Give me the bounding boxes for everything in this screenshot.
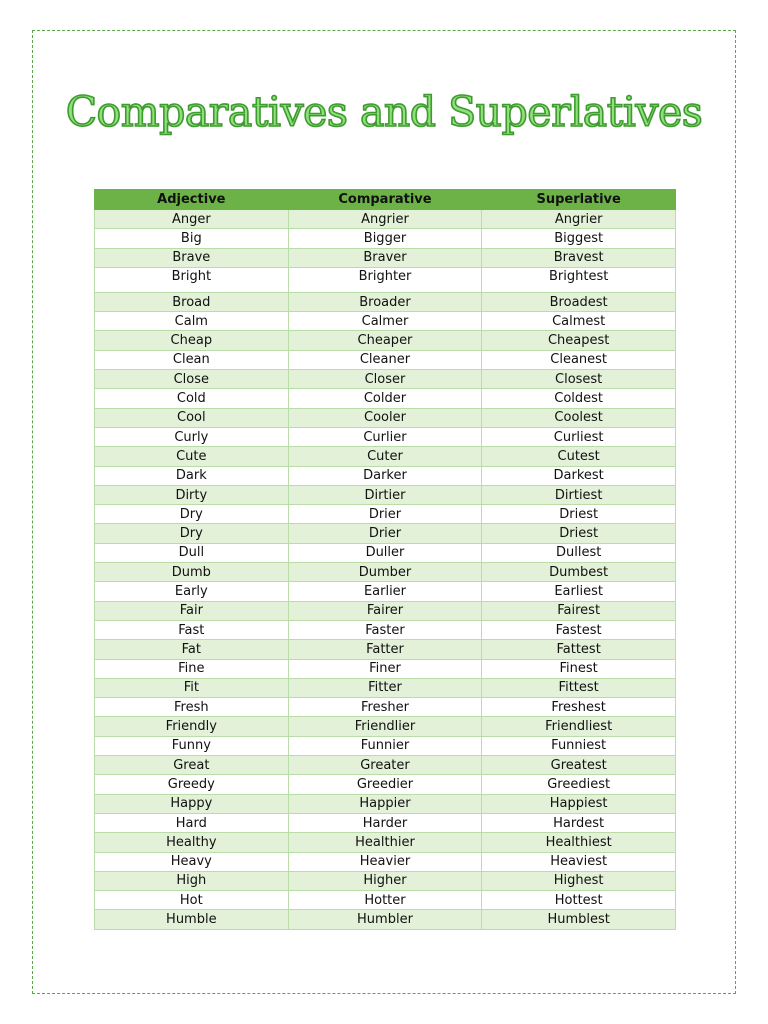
table-row: [95, 427, 676, 446]
table-row: [95, 659, 676, 678]
superlative-cell: Coolest: [482, 408, 676, 427]
adjective-cell: Cold: [95, 389, 289, 408]
superlative-cell: Dullest: [482, 543, 676, 562]
adjective-cell: Great: [95, 756, 289, 775]
page-title: Comparatives and Superlatives: [65, 88, 703, 136]
comparative-cell: Fresher: [288, 698, 482, 717]
superlative-cell: Angrier: [482, 210, 676, 229]
table-row: [95, 350, 676, 369]
table-row: [95, 331, 676, 350]
table-row: [95, 871, 676, 890]
comparative-cell: Colder: [288, 389, 482, 408]
comparative-cell: Harder: [288, 813, 482, 832]
comparative-cell: Cleaner: [288, 350, 482, 369]
comparative-cell: Finer: [288, 659, 482, 678]
adjective-cell: Early: [95, 582, 289, 601]
adjective-cell: Humble: [95, 910, 289, 929]
adjective-cell: Bright: [95, 267, 289, 292]
comparative-cell: Happier: [288, 794, 482, 813]
table-row: [95, 370, 676, 389]
adjective-cell: Funny: [95, 736, 289, 755]
adjective-cell: Healthy: [95, 833, 289, 852]
table-row: [95, 408, 676, 427]
table-row: [95, 775, 676, 794]
table-row: [95, 852, 676, 871]
adjective-cell: Anger: [95, 210, 289, 229]
superlative-cell: Healthiest: [482, 833, 676, 852]
comparative-cell: Dumber: [288, 563, 482, 582]
table-row: [95, 910, 676, 929]
table-row: [95, 447, 676, 466]
table-row: [95, 248, 676, 267]
superlative-cell: Driest: [482, 524, 676, 543]
table-row: [95, 833, 676, 852]
table-row: [95, 601, 676, 620]
superlative-cell: Finest: [482, 659, 676, 678]
superlative-cell: Bravest: [482, 248, 676, 267]
adjective-cell: Cheap: [95, 331, 289, 350]
adjective-cell: Clean: [95, 350, 289, 369]
comparative-cell: Funnier: [288, 736, 482, 755]
table-row: [95, 292, 676, 311]
comparative-cell: Cheaper: [288, 331, 482, 350]
superlative-cell: Highest: [482, 871, 676, 890]
header-comparative: Comparative: [288, 190, 482, 210]
header-superlative: Superlative: [482, 190, 676, 210]
table-header-row: [95, 190, 676, 210]
superlative-cell: Calmest: [482, 312, 676, 331]
comparative-cell: Curlier: [288, 427, 482, 446]
comparative-cell: Earlier: [288, 582, 482, 601]
table-row: [95, 582, 676, 601]
table-row: [95, 389, 676, 408]
adjective-cell: Close: [95, 370, 289, 389]
comparative-cell: Drier: [288, 505, 482, 524]
adjective-cell: Dumb: [95, 563, 289, 582]
superlative-cell: Fastest: [482, 620, 676, 639]
adjective-cell: Heavy: [95, 852, 289, 871]
superlative-cell: Driest: [482, 505, 676, 524]
superlative-cell: Fittest: [482, 678, 676, 697]
superlative-cell: Cutest: [482, 447, 676, 466]
comparative-cell: Friendlier: [288, 717, 482, 736]
comparative-cell: Angrier: [288, 210, 482, 229]
table-row: [95, 267, 676, 292]
adjective-cell: Greedy: [95, 775, 289, 794]
adjective-cell: Curly: [95, 427, 289, 446]
superlative-cell: Earliest: [482, 582, 676, 601]
comparative-cell: Hotter: [288, 891, 482, 910]
adjective-cell: Cute: [95, 447, 289, 466]
adjective-cell: Fresh: [95, 698, 289, 717]
comparative-cell: Braver: [288, 248, 482, 267]
comparative-cell: Duller: [288, 543, 482, 562]
table-row: [95, 794, 676, 813]
adjective-cell: High: [95, 871, 289, 890]
adjective-cell: Broad: [95, 292, 289, 311]
superlative-cell: Greatest: [482, 756, 676, 775]
table-row: [95, 524, 676, 543]
superlative-cell: Funniest: [482, 736, 676, 755]
table-row: [95, 698, 676, 717]
comparative-cell: Drier: [288, 524, 482, 543]
adjective-cell: Dirty: [95, 485, 289, 504]
table-row: [95, 505, 676, 524]
superlative-cell: Cheapest: [482, 331, 676, 350]
superlative-cell: Freshest: [482, 698, 676, 717]
adjective-cell: Fast: [95, 620, 289, 639]
comparative-cell: Calmer: [288, 312, 482, 331]
comparative-cell: Broader: [288, 292, 482, 311]
table-body: [95, 210, 676, 930]
adjective-cell: Fine: [95, 659, 289, 678]
superlative-cell: Darkest: [482, 466, 676, 485]
table-row: [95, 640, 676, 659]
table-row: [95, 466, 676, 485]
table-row: [95, 620, 676, 639]
comparative-cell: Fatter: [288, 640, 482, 659]
superlative-cell: Greediest: [482, 775, 676, 794]
word-table: [94, 189, 676, 930]
comparative-cell: Greedier: [288, 775, 482, 794]
comparative-cell: Fairer: [288, 601, 482, 620]
table-row: [95, 563, 676, 582]
table-row: [95, 736, 676, 755]
adjective-cell: Friendly: [95, 717, 289, 736]
superlative-cell: Hardest: [482, 813, 676, 832]
superlative-cell: Biggest: [482, 229, 676, 248]
superlative-cell: Broadest: [482, 292, 676, 311]
superlative-cell: Dirtiest: [482, 485, 676, 504]
superlative-cell: Curliest: [482, 427, 676, 446]
table-row: [95, 891, 676, 910]
comparative-cell: Brighter: [288, 267, 482, 292]
adjective-cell: Brave: [95, 248, 289, 267]
adjective-cell: Dry: [95, 524, 289, 543]
superlative-cell: Closest: [482, 370, 676, 389]
adjective-cell: Big: [95, 229, 289, 248]
adjective-cell: Happy: [95, 794, 289, 813]
table-row: [95, 717, 676, 736]
superlative-cell: Brightest: [482, 267, 676, 292]
superlative-cell: Humblest: [482, 910, 676, 929]
superlative-cell: Heaviest: [482, 852, 676, 871]
comparative-cell: Cooler: [288, 408, 482, 427]
adjective-cell: Dark: [95, 466, 289, 485]
table-row: [95, 678, 676, 697]
comparative-cell: Fitter: [288, 678, 482, 697]
table-row: [95, 312, 676, 331]
comparative-cell: Heavier: [288, 852, 482, 871]
table-row: [95, 210, 676, 229]
table-row: [95, 813, 676, 832]
adjective-cell: Hard: [95, 813, 289, 832]
superlative-cell: Fairest: [482, 601, 676, 620]
table-row: [95, 543, 676, 562]
comparative-cell: Dirtier: [288, 485, 482, 504]
adjective-cell: Calm: [95, 312, 289, 331]
header-adjective: Adjective: [95, 190, 289, 210]
superlative-cell: Cleanest: [482, 350, 676, 369]
comparative-cell: Healthier: [288, 833, 482, 852]
table-row: [95, 756, 676, 775]
superlative-cell: Fattest: [482, 640, 676, 659]
comparative-cell: Higher: [288, 871, 482, 890]
adjective-cell: Fit: [95, 678, 289, 697]
comparative-cell: Humbler: [288, 910, 482, 929]
comparative-cell: Closer: [288, 370, 482, 389]
superlative-cell: Hottest: [482, 891, 676, 910]
adjective-cell: Fair: [95, 601, 289, 620]
comparative-cell: Darker: [288, 466, 482, 485]
comparative-cell: Bigger: [288, 229, 482, 248]
comparative-cell: Faster: [288, 620, 482, 639]
comparative-cell: Greater: [288, 756, 482, 775]
adjective-cell: Dull: [95, 543, 289, 562]
table-row: [95, 485, 676, 504]
adjective-cell: Fat: [95, 640, 289, 659]
superlative-cell: Coldest: [482, 389, 676, 408]
table-row: [95, 229, 676, 248]
adjective-cell: Cool: [95, 408, 289, 427]
adjective-cell: Hot: [95, 891, 289, 910]
superlative-cell: Happiest: [482, 794, 676, 813]
superlative-cell: Dumbest: [482, 563, 676, 582]
adjective-cell: Dry: [95, 505, 289, 524]
superlative-cell: Friendliest: [482, 717, 676, 736]
comparative-cell: Cuter: [288, 447, 482, 466]
